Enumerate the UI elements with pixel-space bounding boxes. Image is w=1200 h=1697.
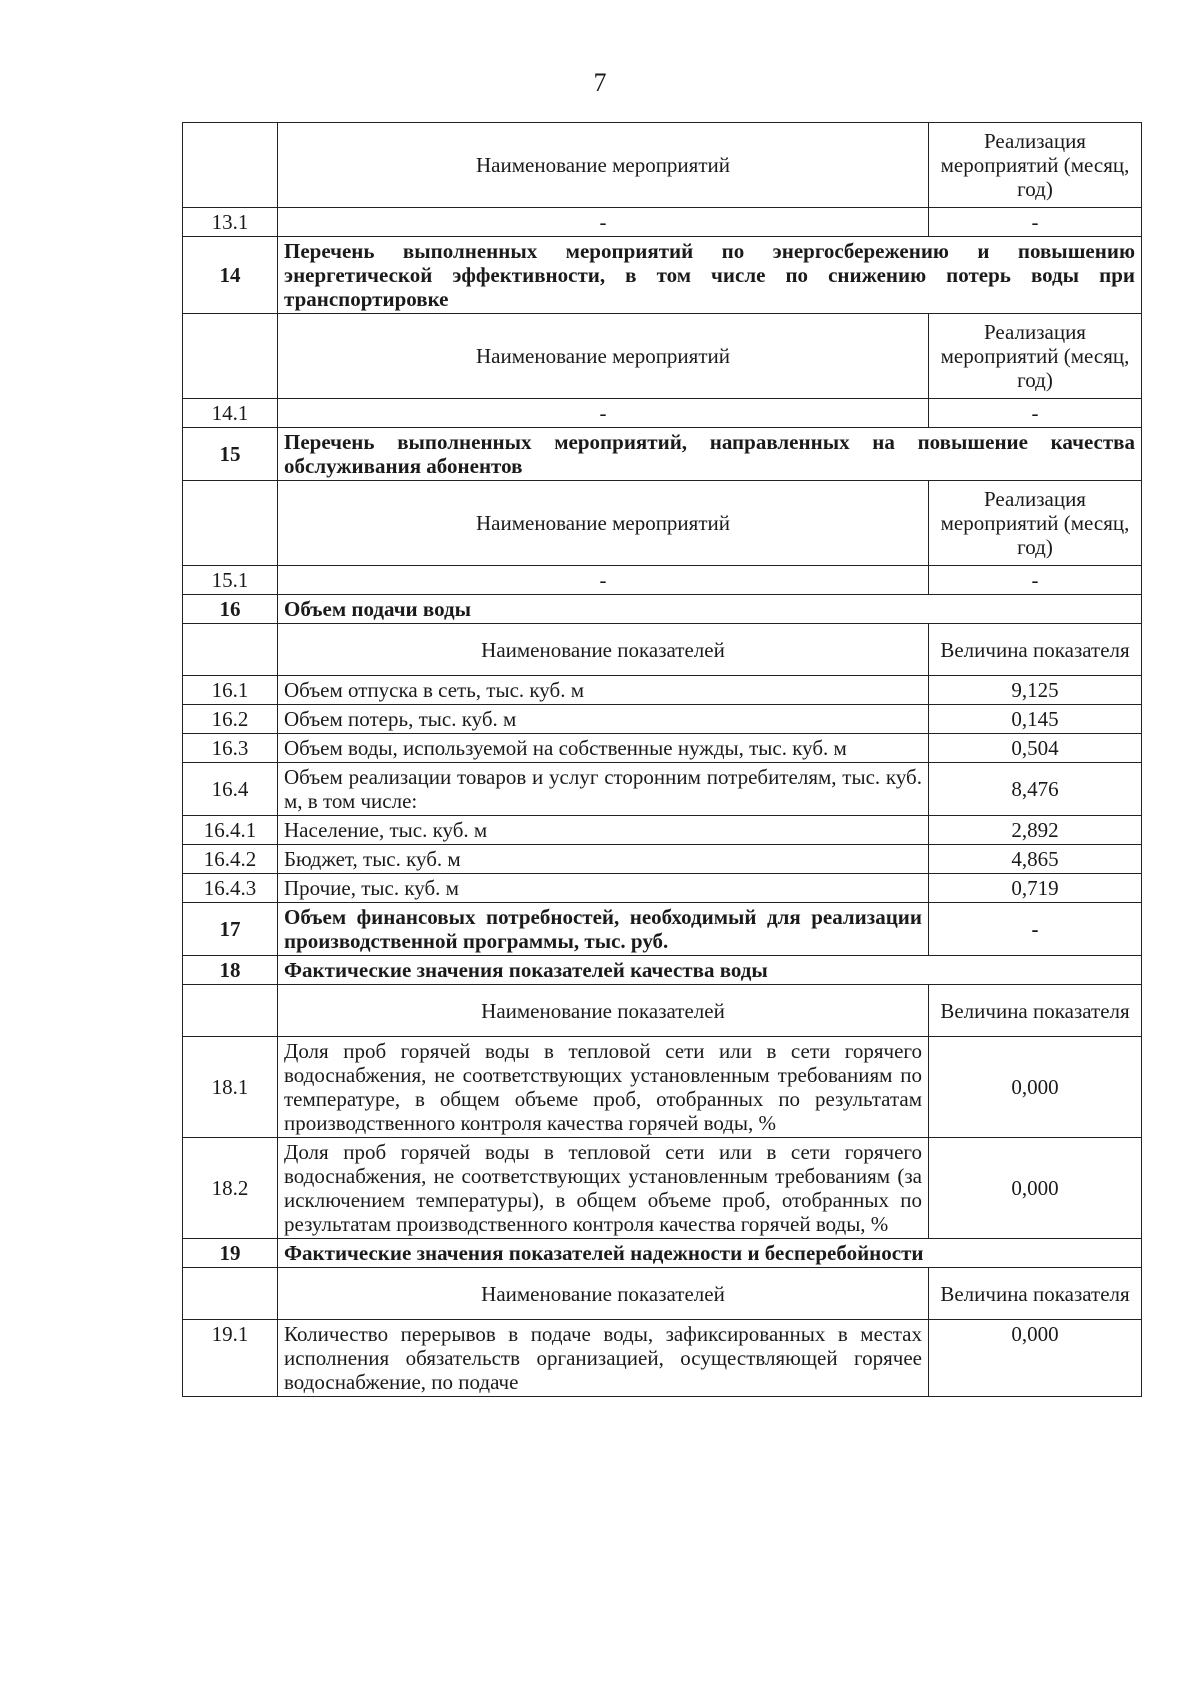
section-number: 14 bbox=[183, 237, 278, 314]
section-title: Фактические значения показателей надежности и бесперебойности bbox=[278, 1239, 1142, 1268]
measures-header: Наименование мероприятий bbox=[278, 481, 929, 566]
row-text: Прочие, тыс. куб. м bbox=[278, 874, 929, 903]
empty-cell bbox=[183, 314, 278, 399]
row-value: 9,125 bbox=[929, 676, 1142, 705]
value-header: Величина показателя bbox=[929, 624, 1142, 676]
row-number: 13.1 bbox=[183, 208, 278, 237]
measures-header: Наименование мероприятий bbox=[278, 314, 929, 399]
row-value: - bbox=[929, 903, 1142, 956]
section-row bbox=[183, 1239, 1142, 1268]
row-number: 16.3 bbox=[183, 734, 278, 763]
table-row bbox=[183, 763, 1142, 816]
row-number: 18.2 bbox=[183, 1138, 278, 1239]
table-row bbox=[183, 845, 1142, 874]
row-value: 0,145 bbox=[929, 705, 1142, 734]
page-number: 7 bbox=[593, 68, 607, 97]
table-row bbox=[183, 399, 1142, 428]
row-value: 0,504 bbox=[929, 734, 1142, 763]
table-row bbox=[183, 816, 1142, 845]
table-row bbox=[183, 734, 1142, 763]
section-number: 19 bbox=[183, 1239, 278, 1268]
section-row bbox=[183, 595, 1142, 624]
section-title: Объем подачи воды bbox=[278, 595, 1142, 624]
row-value: - bbox=[929, 208, 1142, 237]
section-row bbox=[183, 956, 1142, 985]
row-value: 0,000 bbox=[929, 1320, 1142, 1397]
row-text: - bbox=[278, 566, 929, 595]
table-header-row bbox=[183, 123, 1142, 208]
indicators-header: Наименование показателей bbox=[278, 985, 929, 1037]
empty-cell bbox=[183, 624, 278, 676]
section-row bbox=[183, 903, 1142, 956]
row-text: Объем отпуска в сеть, тыс. куб. м bbox=[278, 676, 929, 705]
table-row bbox=[183, 1037, 1142, 1138]
table-row bbox=[183, 1320, 1142, 1397]
row-number: 18.1 bbox=[183, 1037, 278, 1138]
table-row bbox=[183, 566, 1142, 595]
row-number: 16.4.1 bbox=[183, 816, 278, 845]
table-row bbox=[183, 676, 1142, 705]
row-text: Количество перерывов в подаче воды, зафиксированных в местах исполнения обязательств организацией, осуществляющей горячее водоснабжение, по подаче bbox=[278, 1320, 929, 1397]
empty-cell bbox=[183, 1268, 278, 1320]
empty-cell bbox=[183, 123, 278, 208]
row-number: 16.2 bbox=[183, 705, 278, 734]
table-row bbox=[183, 208, 1142, 237]
section-row bbox=[183, 428, 1142, 481]
row-text: - bbox=[278, 399, 929, 428]
implementation-header: Реализация мероприятий (месяц, год) bbox=[929, 481, 1142, 566]
row-value: 8,476 bbox=[929, 763, 1142, 816]
measures-header: Наименование мероприятий bbox=[278, 123, 929, 208]
implementation-header: Реализация мероприятий (месяц, год) bbox=[929, 123, 1142, 208]
row-number: 16.4 bbox=[183, 763, 278, 816]
row-number: 19.1 bbox=[183, 1320, 278, 1397]
row-value: 2,892 bbox=[929, 816, 1142, 845]
section-title: Перечень выполненных мероприятий по энергосбережению и повышению энергетической эффективности, в том числе по снижению потерь воды при транспортировке bbox=[278, 237, 1142, 314]
row-value: - bbox=[929, 566, 1142, 595]
table-row bbox=[183, 705, 1142, 734]
section-title: Фактические значения показателей качества воды bbox=[278, 956, 1142, 985]
value-header: Величина показателя bbox=[929, 1268, 1142, 1320]
row-text: Объем воды, используемой на собственные нужды, тыс. куб. м bbox=[278, 734, 929, 763]
row-value: 4,865 bbox=[929, 845, 1142, 874]
table-row bbox=[183, 874, 1142, 903]
section-row bbox=[183, 237, 1142, 314]
row-text: Население, тыс. куб. м bbox=[278, 816, 929, 845]
indicators-header: Наименование показателей bbox=[278, 1268, 929, 1320]
row-value: - bbox=[929, 399, 1142, 428]
program-table bbox=[182, 122, 1142, 1397]
row-text: Объем потерь, тыс. куб. м bbox=[278, 705, 929, 734]
value-header: Величина показателя bbox=[929, 985, 1142, 1037]
row-number: 16.4.2 bbox=[183, 845, 278, 874]
implementation-header: Реализация мероприятий (месяц, год) bbox=[929, 314, 1142, 399]
row-value: 0,719 bbox=[929, 874, 1142, 903]
row-value: 0,000 bbox=[929, 1037, 1142, 1138]
section-number: 15 bbox=[183, 428, 278, 481]
row-number: 16.4.3 bbox=[183, 874, 278, 903]
section-number: 17 bbox=[183, 903, 278, 956]
row-number: 16.1 bbox=[183, 676, 278, 705]
indicators-header: Наименование показателей bbox=[278, 624, 929, 676]
empty-cell bbox=[183, 985, 278, 1037]
section-title: Перечень выполненных мероприятий, направленных на повышение качества обслуживания абонентов bbox=[278, 428, 1142, 481]
row-text: Доля проб горячей воды в тепловой сети или в сети горячего водоснабжения, не соответствующих установленным требованиям (за исключением температуры), в общем объеме проб, отобранных по результатам производственного контроля качества горячей воды, % bbox=[278, 1138, 929, 1239]
row-value: 0,000 bbox=[929, 1138, 1142, 1239]
row-text: Бюджет, тыс. куб. м bbox=[278, 845, 929, 874]
row-text: Доля проб горячей воды в тепловой сети или в сети горячего водоснабжения, не соответствующих установленным требованиям по температуре, в общем объеме проб, отобранных по результатам производственного контроля качества горячей воды, % bbox=[278, 1037, 929, 1138]
section-number: 18 bbox=[183, 956, 278, 985]
empty-cell bbox=[183, 481, 278, 566]
row-text: Объем реализации товаров и услуг сторонним потребителям, тыс. куб. м, в том числе: bbox=[278, 763, 929, 816]
table-header-row bbox=[183, 1268, 1142, 1320]
row-number: 14.1 bbox=[183, 399, 278, 428]
section-title: Объем финансовых потребностей, необходимый для реализации производственной программы, тыс. руб. bbox=[278, 903, 929, 956]
table-header-row bbox=[183, 624, 1142, 676]
section-number: 16 bbox=[183, 595, 278, 624]
table-row bbox=[183, 1138, 1142, 1239]
table-header-row bbox=[183, 481, 1142, 566]
table-header-row bbox=[183, 985, 1142, 1037]
table-header-row bbox=[183, 314, 1142, 399]
row-number: 15.1 bbox=[183, 566, 278, 595]
row-text: - bbox=[278, 208, 929, 237]
